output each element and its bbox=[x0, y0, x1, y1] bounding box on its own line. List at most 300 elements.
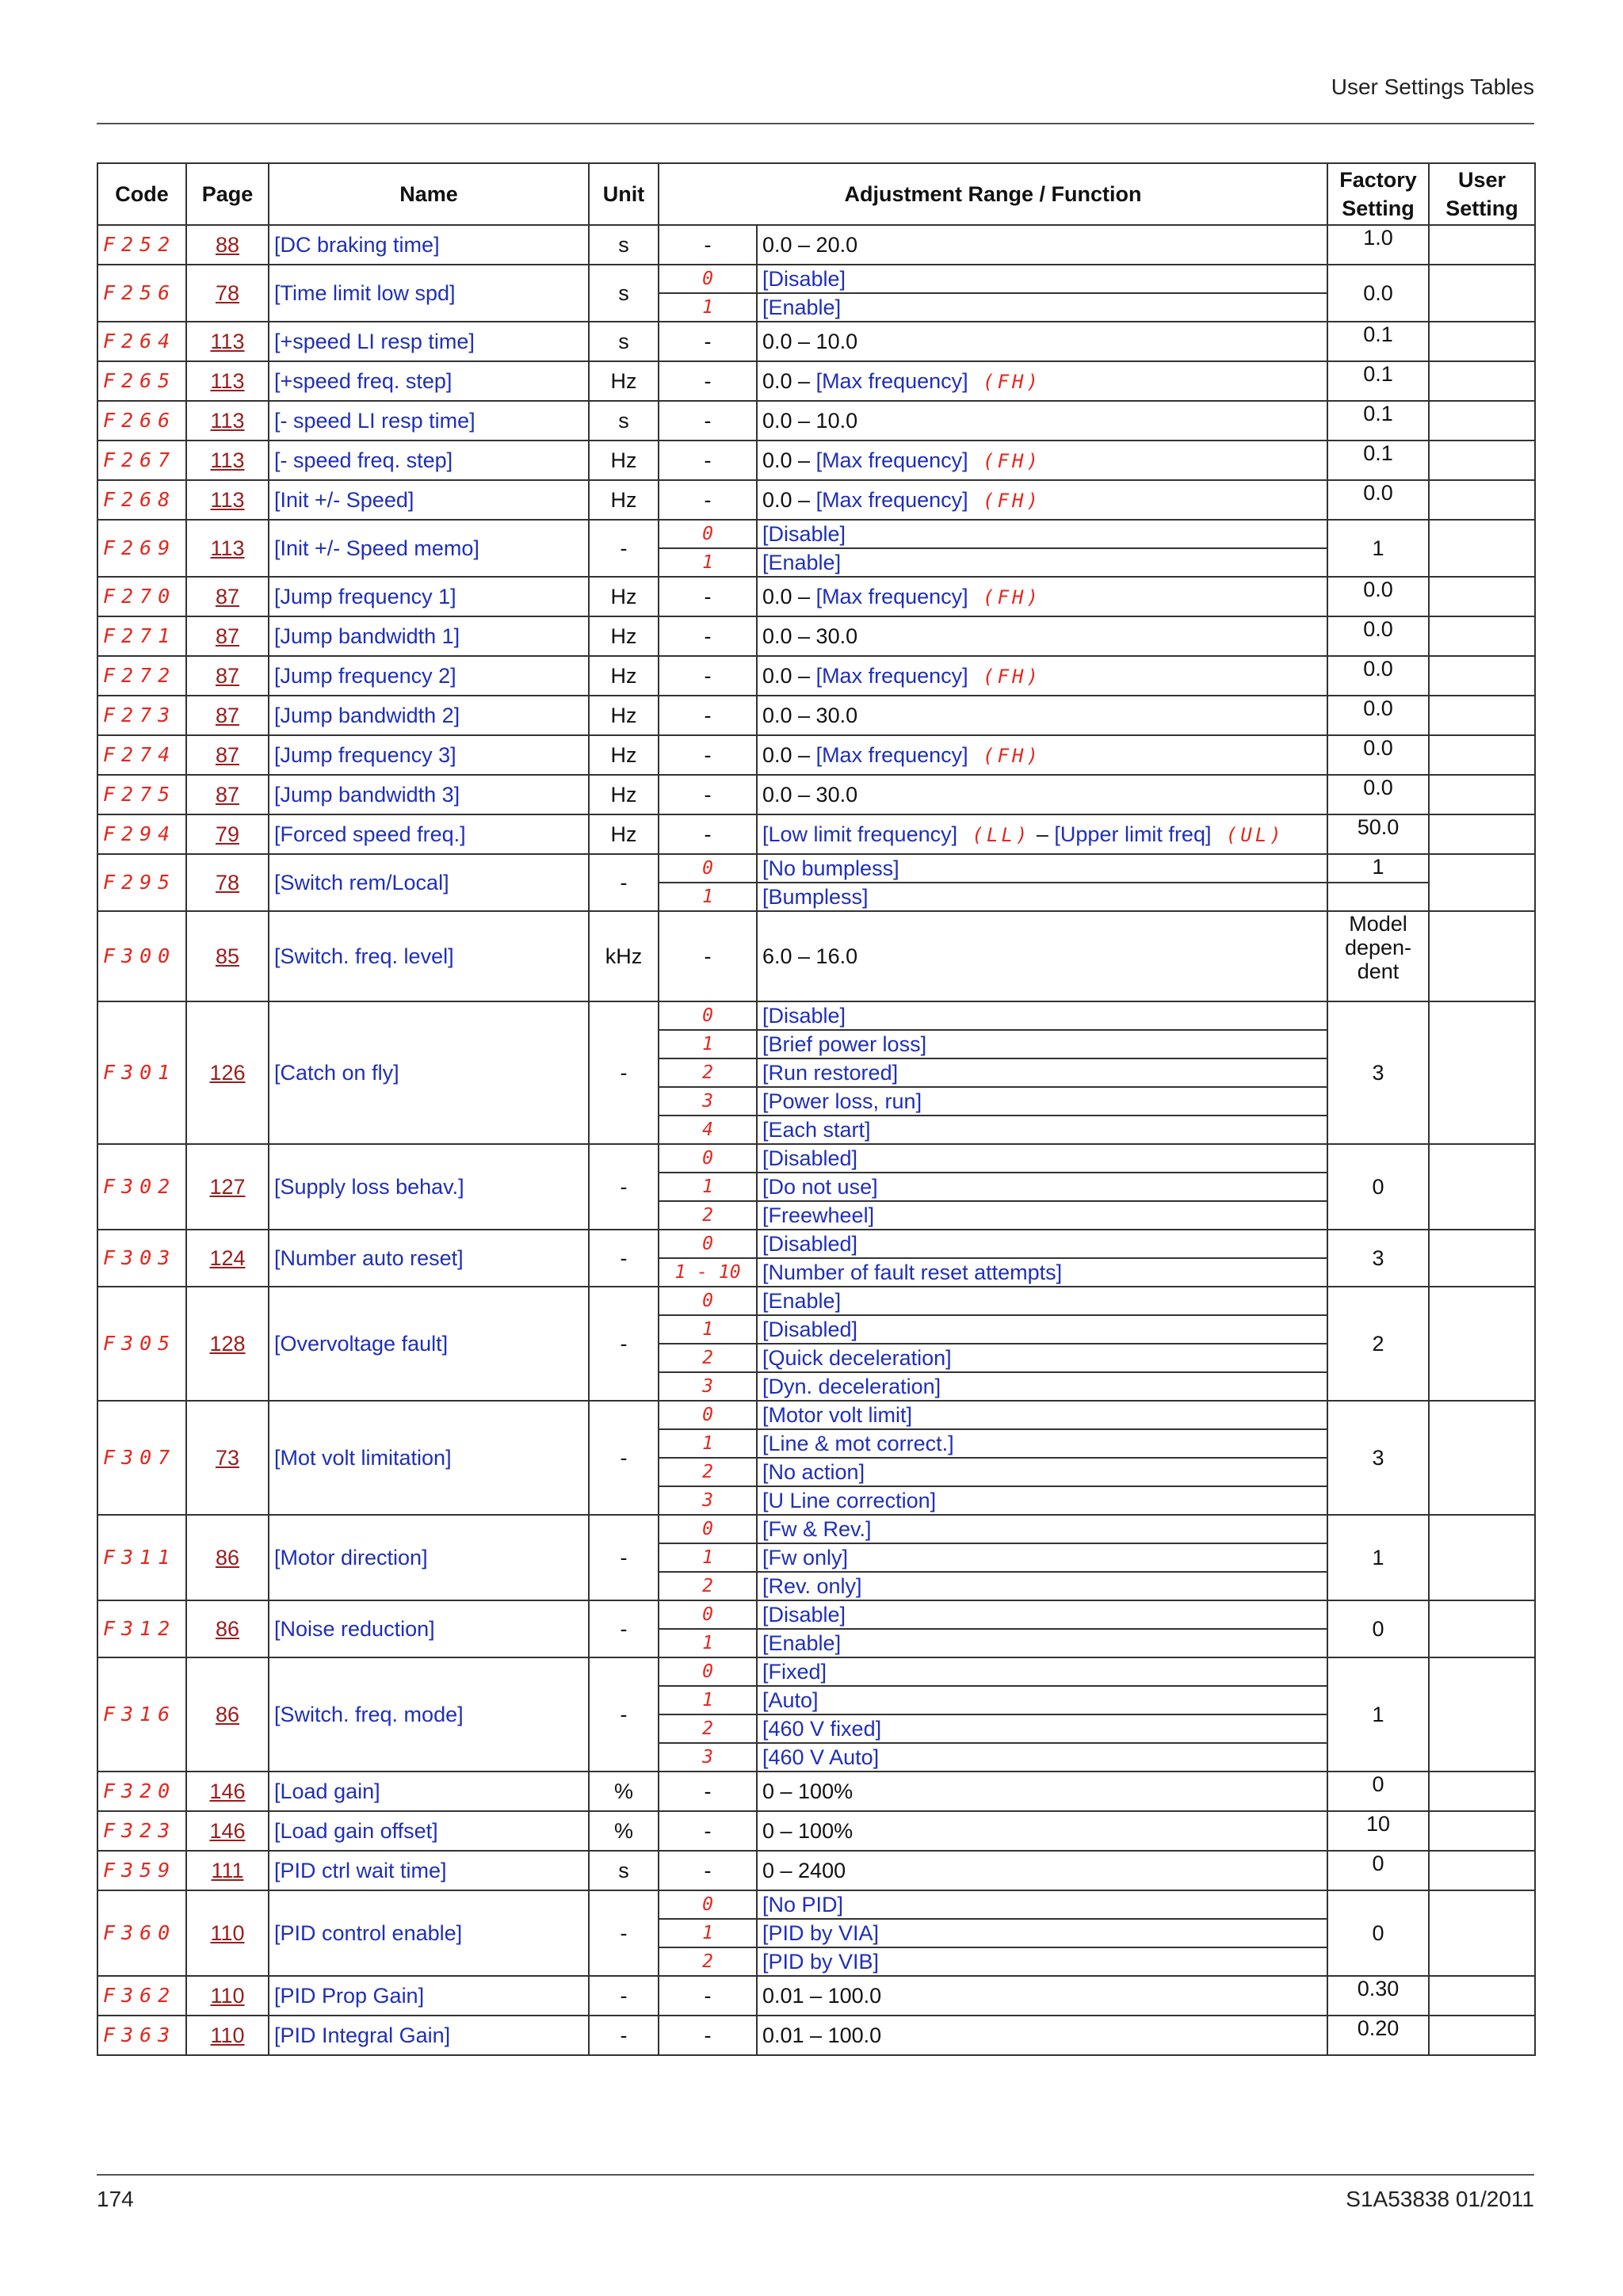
option-label bbox=[757, 1543, 1327, 1572]
range-text: 0.0 – bbox=[762, 584, 816, 608]
factory-setting: 0.0 bbox=[1327, 735, 1429, 775]
page-link[interactable]: 113 bbox=[210, 448, 245, 472]
parameter-code: F302 bbox=[97, 1144, 186, 1230]
unit-cell: Hz bbox=[589, 656, 659, 696]
parameter-code-reference: ( bbox=[968, 744, 998, 767]
user-setting-input[interactable] bbox=[1429, 656, 1535, 696]
table-row bbox=[97, 1851, 1535, 1890]
header-adjustment-range: Adjustment Range / Function bbox=[659, 163, 1327, 225]
page-link[interactable]: 85 bbox=[215, 944, 240, 968]
page-link[interactable]: 78 bbox=[215, 281, 240, 305]
page-link[interactable]: 146 bbox=[209, 1779, 246, 1803]
option-value: - bbox=[659, 775, 757, 814]
unit-cell: - bbox=[589, 1287, 659, 1401]
parameter-code-reference: ( bbox=[957, 823, 987, 846]
option-value: 1 bbox=[659, 1030, 757, 1058]
unit-cell: - bbox=[589, 1144, 659, 1230]
option-label bbox=[757, 1890, 1327, 1919]
option-label bbox=[757, 1315, 1327, 1344]
unit-cell: Hz bbox=[589, 814, 659, 854]
factory-setting: 1 bbox=[1327, 1657, 1429, 1772]
option-value: 0 bbox=[659, 1890, 757, 1919]
page-link[interactable]: 86 bbox=[215, 1703, 240, 1726]
option-value: 1 bbox=[659, 1315, 757, 1344]
range-text: 0.0 – 30.0 bbox=[762, 783, 858, 807]
parameter-reference: [Quick deceleration] bbox=[762, 1346, 952, 1370]
user-setting-input[interactable] bbox=[1429, 1976, 1535, 2016]
option-label bbox=[757, 1429, 1327, 1458]
header-code: Code bbox=[97, 163, 186, 225]
parameter-reference: [Run restored] bbox=[762, 1061, 899, 1085]
user-setting-input[interactable] bbox=[1429, 814, 1535, 854]
unit-cell: Hz bbox=[589, 735, 659, 775]
parameter-name: [- speed LI resp time] bbox=[269, 401, 589, 441]
option-value: - bbox=[659, 911, 757, 1001]
page-link[interactable]: 78 bbox=[215, 871, 240, 894]
option-label bbox=[757, 1947, 1327, 1976]
range-text: 0.0 – bbox=[762, 448, 816, 472]
user-setting-input[interactable] bbox=[1429, 577, 1535, 616]
parameter-reference: [Enable] bbox=[762, 1631, 842, 1655]
page-cell bbox=[186, 1657, 269, 1772]
table-row bbox=[97, 401, 1535, 441]
option-label bbox=[757, 1030, 1327, 1058]
option-value: 1 bbox=[659, 1686, 757, 1714]
page-cell bbox=[186, 814, 269, 854]
adjustment-range bbox=[757, 480, 1327, 520]
table-row bbox=[97, 1890, 1535, 1919]
page-cell bbox=[186, 696, 269, 735]
adjustment-range bbox=[757, 2016, 1327, 2055]
parameter-code-reference: ( bbox=[968, 370, 998, 393]
user-setting-input[interactable] bbox=[1429, 1851, 1535, 1890]
parameter-name: [Noise reduction] bbox=[269, 1600, 589, 1657]
factory-setting: 0.0 bbox=[1327, 775, 1429, 814]
table-row bbox=[97, 265, 1535, 293]
option-value: 1 bbox=[659, 883, 757, 911]
option-label bbox=[757, 1919, 1327, 1947]
table-row bbox=[97, 1657, 1535, 1686]
user-setting-input[interactable] bbox=[1429, 1515, 1535, 1600]
user-setting-input[interactable] bbox=[1429, 322, 1535, 361]
option-value: - bbox=[659, 696, 757, 735]
factory-setting: 0.0 bbox=[1327, 480, 1429, 520]
option-label bbox=[757, 1629, 1327, 1657]
option-value: - bbox=[659, 441, 757, 480]
unit-cell: kHz bbox=[589, 911, 659, 1001]
parameter-reference: [Disable] bbox=[762, 1004, 846, 1028]
parameter-reference: [Disabled] bbox=[762, 1318, 858, 1341]
parameter-code: F360 bbox=[97, 1890, 186, 1976]
parameter-reference: [Fw only] bbox=[762, 1546, 849, 1569]
parameter-reference: [Line & mot correct.] bbox=[762, 1432, 954, 1455]
parameter-name: [DC braking time] bbox=[269, 225, 589, 265]
page-link[interactable]: 110 bbox=[210, 1921, 245, 1945]
user-setting-input[interactable] bbox=[1429, 2016, 1535, 2055]
parameter-reference: [Upper limit freq] bbox=[1054, 822, 1212, 846]
user-setting-input[interactable] bbox=[1429, 441, 1535, 480]
parameter-code: F320 bbox=[97, 1772, 186, 1811]
adjustment-range bbox=[757, 656, 1327, 696]
parameter-name: [Time limit low spd] bbox=[269, 265, 589, 322]
document-reference: S1A53838 01/2011 bbox=[1346, 2187, 1534, 2211]
table-row bbox=[97, 1401, 1535, 1429]
parameter-code: F273 bbox=[97, 696, 186, 735]
unit-cell: Hz bbox=[589, 696, 659, 735]
page-cell bbox=[186, 401, 269, 441]
page-cell bbox=[186, 1890, 269, 1976]
page-cell bbox=[186, 1144, 269, 1230]
factory-setting: 0 bbox=[1327, 1890, 1429, 1976]
header-page: Page bbox=[186, 163, 269, 225]
option-value: 0 bbox=[659, 1001, 757, 1030]
page-link[interactable]: 113 bbox=[210, 330, 245, 353]
page-cell bbox=[186, 1851, 269, 1890]
option-value: - bbox=[659, 577, 757, 616]
range-text: 0.0 – 10.0 bbox=[762, 409, 858, 433]
option-value: 1 bbox=[659, 1919, 757, 1947]
option-value: 0 bbox=[659, 1287, 757, 1315]
option-label bbox=[757, 1173, 1327, 1201]
parameter-name: [PID Integral Gain] bbox=[269, 2016, 589, 2055]
option-value: 1 bbox=[659, 1629, 757, 1657]
option-value: 1 bbox=[659, 1429, 757, 1458]
unit-cell: s bbox=[589, 401, 659, 441]
table-row bbox=[97, 696, 1535, 735]
option-label bbox=[757, 1686, 1327, 1714]
page-cell bbox=[186, 361, 269, 401]
parameter-code: F272 bbox=[97, 656, 186, 696]
parameter-code: F305 bbox=[97, 1287, 186, 1401]
page-cell bbox=[186, 1976, 269, 2016]
page-cell bbox=[186, 735, 269, 775]
table-row bbox=[97, 1144, 1535, 1173]
parameter-code: F316 bbox=[97, 1657, 186, 1772]
parameter-code: F323 bbox=[97, 1811, 186, 1851]
option-value: - bbox=[659, 656, 757, 696]
option-value: - bbox=[659, 2016, 757, 2055]
range-text: 0.0 – 10.0 bbox=[762, 330, 858, 353]
user-setting-input[interactable] bbox=[1429, 1772, 1535, 1811]
page-cell bbox=[186, 577, 269, 616]
factory-setting: 0.0 bbox=[1327, 696, 1429, 735]
option-value: 2 bbox=[659, 1201, 757, 1230]
parameter-code: F268 bbox=[97, 480, 186, 520]
option-label bbox=[757, 1401, 1327, 1429]
page-cell bbox=[186, 1001, 269, 1144]
option-value: - bbox=[659, 735, 757, 775]
page-cell bbox=[186, 1772, 269, 1811]
table-header-row bbox=[97, 163, 1535, 225]
parameter-code-reference: ( bbox=[968, 489, 998, 512]
table-row bbox=[97, 735, 1535, 775]
page-cell bbox=[186, 520, 269, 577]
parameter-code-reference: FH bbox=[997, 744, 1027, 767]
option-value: 2 bbox=[659, 1458, 757, 1486]
parameter-reference: [Max frequency] bbox=[815, 368, 968, 393]
option-value: 1 bbox=[659, 548, 757, 577]
user-setting-input[interactable] bbox=[1429, 1401, 1535, 1515]
user-setting-input[interactable] bbox=[1429, 775, 1535, 814]
page-link[interactable]: 124 bbox=[209, 1246, 246, 1270]
page-link[interactable]: 87 bbox=[215, 704, 240, 727]
parameter-code: F269 bbox=[97, 520, 186, 577]
parameter-code-reference: ) bbox=[1026, 665, 1041, 688]
user-setting-input[interactable] bbox=[1429, 616, 1535, 656]
page-link[interactable]: 87 bbox=[215, 743, 240, 767]
user-setting-input[interactable] bbox=[1429, 735, 1535, 775]
parameter-code-reference: ) bbox=[1270, 823, 1285, 846]
unit-cell: Hz bbox=[589, 441, 659, 480]
factory-setting: 1 bbox=[1327, 520, 1429, 577]
parameter-reference: [No PID] bbox=[762, 1893, 844, 1917]
factory-setting: Model depen- dent bbox=[1327, 911, 1429, 1001]
user-setting-input[interactable] bbox=[1429, 854, 1535, 911]
option-label bbox=[757, 854, 1327, 883]
user-setting-input[interactable] bbox=[1429, 1657, 1535, 1772]
option-value: - bbox=[659, 1851, 757, 1890]
parameter-name: [Switch. freq. mode] bbox=[269, 1657, 589, 1772]
parameter-reference: [Low limit frequency] bbox=[762, 822, 958, 846]
option-label bbox=[757, 1657, 1327, 1686]
parameter-code: F307 bbox=[97, 1401, 186, 1515]
adjustment-range bbox=[757, 401, 1327, 441]
page-link[interactable]: 113 bbox=[210, 488, 245, 512]
factory-setting: 0 bbox=[1327, 1600, 1429, 1657]
unit-cell: % bbox=[589, 1811, 659, 1851]
user-setting-input[interactable] bbox=[1429, 480, 1535, 520]
user-setting-input[interactable] bbox=[1429, 1287, 1535, 1401]
option-value: 0 bbox=[659, 520, 757, 548]
option-value: 0 bbox=[659, 1600, 757, 1629]
unit-cell: Hz bbox=[589, 775, 659, 814]
parameter-reference: [Max frequency] bbox=[815, 663, 968, 688]
page-link[interactable]: 87 bbox=[215, 624, 240, 648]
parameter-reference: [460 V Auto] bbox=[762, 1745, 880, 1769]
option-label bbox=[757, 1058, 1327, 1087]
parameter-code-reference: FH bbox=[997, 489, 1027, 512]
factory-setting: 0.1 bbox=[1327, 322, 1429, 361]
parameter-name: [Init +/- Speed memo] bbox=[269, 520, 589, 577]
table-row bbox=[97, 1772, 1535, 1811]
option-label bbox=[757, 1572, 1327, 1600]
unit-cell: Hz bbox=[589, 577, 659, 616]
page-link[interactable]: 128 bbox=[209, 1332, 246, 1356]
page-link[interactable]: 73 bbox=[215, 1446, 240, 1470]
user-setting-input[interactable] bbox=[1429, 265, 1535, 322]
page-cell bbox=[186, 1287, 269, 1401]
parameter-code-reference: ( bbox=[968, 665, 998, 688]
page-link[interactable]: 127 bbox=[209, 1175, 246, 1199]
page-link[interactable]: 126 bbox=[209, 1061, 246, 1085]
factory-setting: 0 bbox=[1327, 1144, 1429, 1230]
unit-cell: s bbox=[589, 225, 659, 265]
page-link[interactable]: 113 bbox=[210, 409, 245, 433]
page-link[interactable]: 87 bbox=[215, 783, 240, 807]
page-link[interactable]: 79 bbox=[215, 822, 240, 846]
factory-setting: 3 bbox=[1327, 1001, 1429, 1144]
factory-setting: 0.1 bbox=[1327, 441, 1429, 480]
parameter-reference: [Enable] bbox=[762, 551, 842, 574]
parameter-reference: [Brief power loss] bbox=[762, 1032, 927, 1056]
parameter-reference: [Auto] bbox=[762, 1688, 819, 1712]
factory-setting: 0 bbox=[1327, 1851, 1429, 1890]
table-row bbox=[97, 854, 1535, 883]
option-value: 1 bbox=[659, 1543, 757, 1572]
range-text: 0.01 – 100.0 bbox=[762, 2023, 882, 2047]
page-link[interactable]: 146 bbox=[209, 1819, 246, 1843]
page-link[interactable]: 86 bbox=[215, 1617, 240, 1641]
header-name: Name bbox=[269, 163, 589, 225]
range-text: 0 – 100% bbox=[762, 1819, 854, 1843]
user-setting-input[interactable] bbox=[1429, 1600, 1535, 1657]
table-row bbox=[97, 656, 1535, 696]
parameter-reference: [Each start] bbox=[762, 1118, 871, 1142]
parameter-reference: [Max frequency] bbox=[815, 742, 968, 767]
parameter-name: [- speed freq. step] bbox=[269, 441, 589, 480]
parameter-code-reference: ) bbox=[1026, 744, 1041, 767]
parameter-code-reference: FH bbox=[997, 370, 1027, 393]
parameter-code: F300 bbox=[97, 911, 186, 1001]
factory-setting: 0.20 bbox=[1327, 2016, 1429, 2055]
user-setting-input[interactable] bbox=[1429, 1144, 1535, 1230]
parameter-name: [Jump frequency 3] bbox=[269, 735, 589, 775]
option-label bbox=[757, 1714, 1327, 1743]
parameter-code: F311 bbox=[97, 1515, 186, 1600]
adjustment-range bbox=[757, 814, 1327, 854]
page-link[interactable]: 113 bbox=[210, 369, 245, 393]
user-setting-input[interactable] bbox=[1429, 361, 1535, 401]
option-value: - bbox=[659, 616, 757, 656]
adjustment-range bbox=[757, 441, 1327, 480]
page-cell bbox=[186, 2016, 269, 2055]
option-value: 0 bbox=[659, 1657, 757, 1686]
option-value: - bbox=[659, 814, 757, 854]
page-link[interactable]: 86 bbox=[215, 1546, 240, 1569]
adjustment-range bbox=[757, 225, 1327, 265]
page-link[interactable]: 111 bbox=[211, 1859, 244, 1882]
option-label bbox=[757, 1116, 1327, 1144]
factory-setting: 2 bbox=[1327, 1287, 1429, 1401]
factory-setting: 10 bbox=[1327, 1811, 1429, 1851]
parameter-name: [Jump frequency 1] bbox=[269, 577, 589, 616]
unit-cell: - bbox=[589, 1515, 659, 1600]
option-label bbox=[757, 1001, 1327, 1030]
page-link[interactable]: 87 bbox=[215, 664, 240, 688]
page-link[interactable]: 88 bbox=[215, 233, 240, 257]
page-cell bbox=[186, 441, 269, 480]
parameter-code: F252 bbox=[97, 225, 186, 265]
adjustment-range bbox=[757, 616, 1327, 656]
option-value: - bbox=[659, 480, 757, 520]
page-cell bbox=[186, 1811, 269, 1851]
unit-cell: - bbox=[589, 1890, 659, 1976]
option-value: 0 bbox=[659, 265, 757, 293]
table-row bbox=[97, 1287, 1535, 1315]
user-setting-input[interactable] bbox=[1429, 1890, 1535, 1976]
table-row bbox=[97, 616, 1535, 656]
factory-setting: 1 bbox=[1327, 854, 1429, 883]
parameter-reference: [Disabled] bbox=[762, 1146, 858, 1170]
parameter-reference: [Disable] bbox=[762, 1603, 846, 1627]
footer-rule bbox=[97, 2174, 1534, 2176]
unit-cell: - bbox=[589, 1230, 659, 1287]
parameter-code: F275 bbox=[97, 775, 186, 814]
user-setting-input[interactable] bbox=[1429, 520, 1535, 577]
unit-cell: - bbox=[589, 2016, 659, 2055]
table-row bbox=[97, 577, 1535, 616]
user-setting-input[interactable] bbox=[1429, 1001, 1535, 1144]
adjustment-range bbox=[757, 577, 1327, 616]
user-setting-input[interactable] bbox=[1429, 1811, 1535, 1851]
parameter-name: [Jump bandwidth 1] bbox=[269, 616, 589, 656]
option-label bbox=[757, 1515, 1327, 1543]
user-setting-input[interactable] bbox=[1429, 911, 1535, 1001]
parameter-code-reference: ) bbox=[1026, 585, 1041, 608]
parameter-reference: [PID by VIA] bbox=[762, 1921, 880, 1945]
user-setting-input[interactable] bbox=[1429, 1230, 1535, 1287]
option-label bbox=[757, 1743, 1327, 1772]
option-label bbox=[757, 293, 1327, 322]
parameter-name: [Switch rem/Local] bbox=[269, 854, 589, 911]
unit-cell: - bbox=[589, 1401, 659, 1515]
parameter-code: F301 bbox=[97, 1001, 186, 1144]
parameter-name: [Load gain offset] bbox=[269, 1811, 589, 1851]
parameter-reference: [Max frequency] bbox=[815, 448, 968, 472]
parameter-code: F274 bbox=[97, 735, 186, 775]
option-value: 0 bbox=[659, 854, 757, 883]
user-setting-input[interactable] bbox=[1429, 401, 1535, 441]
option-value: 1 bbox=[659, 1173, 757, 1201]
table-row bbox=[97, 1976, 1535, 2016]
parameter-reference: [Rev. only] bbox=[762, 1574, 862, 1598]
parameter-reference: [Max frequency] bbox=[815, 487, 968, 512]
adjustment-range bbox=[757, 735, 1327, 775]
table-row bbox=[97, 1600, 1535, 1629]
page-link[interactable]: 113 bbox=[210, 536, 245, 560]
table-body bbox=[97, 225, 1535, 2055]
option-value: - bbox=[659, 225, 757, 265]
user-setting-input[interactable] bbox=[1429, 696, 1535, 735]
option-label bbox=[757, 1144, 1327, 1173]
option-value: 3 bbox=[659, 1087, 757, 1116]
page-section-title: User Settings Tables bbox=[1331, 74, 1534, 99]
adjustment-range bbox=[757, 1772, 1327, 1811]
unit-cell: - bbox=[589, 1600, 659, 1657]
page-cell bbox=[186, 656, 269, 696]
page-link[interactable]: 110 bbox=[210, 2023, 245, 2047]
user-settings-table bbox=[97, 162, 1536, 2056]
page-link[interactable]: 87 bbox=[215, 585, 240, 608]
factory-setting: 50.0 bbox=[1327, 814, 1429, 854]
option-value: - bbox=[659, 322, 757, 361]
parameter-reference: [Motor volt limit] bbox=[762, 1403, 913, 1427]
range-text: – bbox=[1030, 822, 1055, 846]
unit-cell: - bbox=[589, 1976, 659, 2016]
option-label bbox=[757, 548, 1327, 577]
parameter-reference: [Disabled] bbox=[762, 1232, 858, 1256]
page-link[interactable]: 110 bbox=[210, 1984, 245, 2008]
parameter-name: [Overvoltage fault] bbox=[269, 1287, 589, 1401]
factory-setting: 3 bbox=[1327, 1230, 1429, 1287]
parameter-name: [Supply loss behav.] bbox=[269, 1144, 589, 1230]
user-setting-input[interactable] bbox=[1429, 225, 1535, 265]
parameter-code: F294 bbox=[97, 814, 186, 854]
parameter-reference: [Freewheel] bbox=[762, 1203, 875, 1227]
option-value: 3 bbox=[659, 1743, 757, 1772]
unit-cell: Hz bbox=[589, 480, 659, 520]
parameter-code-reference: FH bbox=[997, 585, 1027, 608]
